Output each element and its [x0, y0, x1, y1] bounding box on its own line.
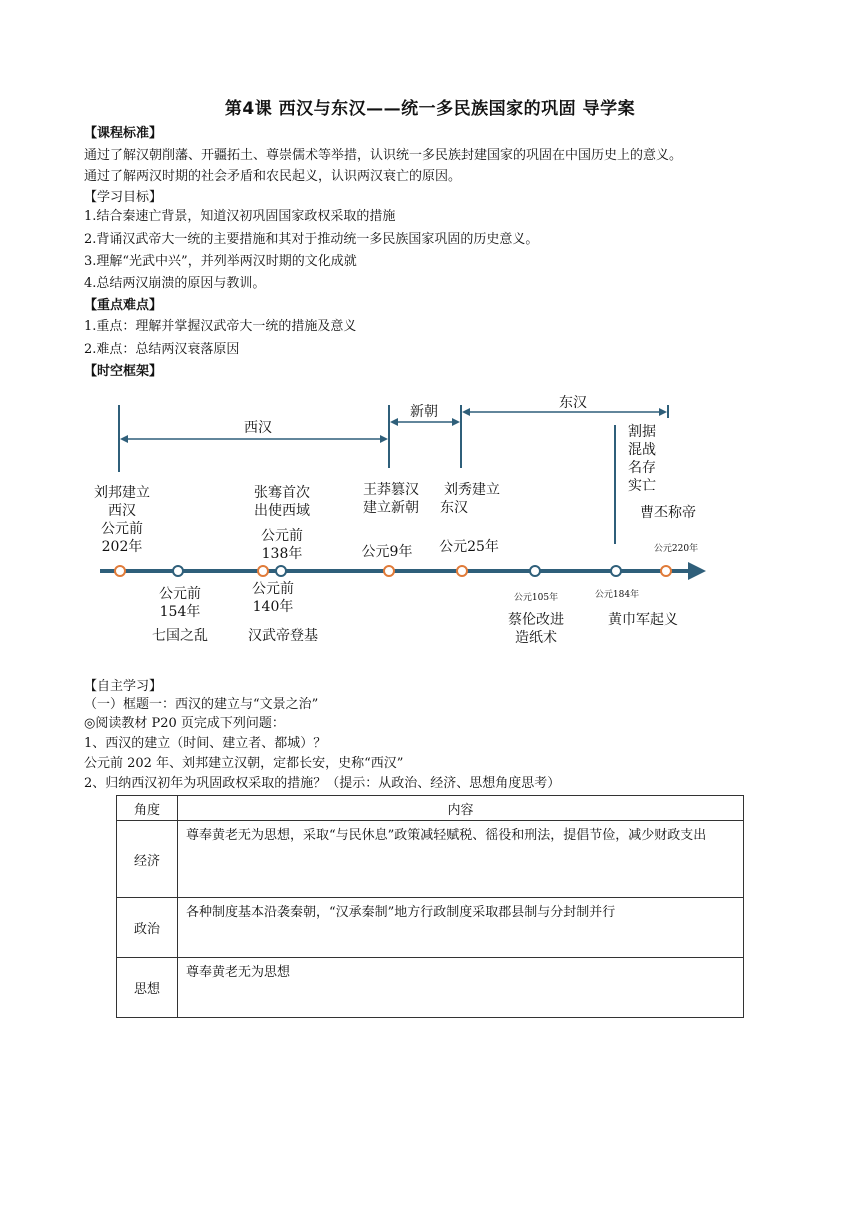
event-huangjin-date: 公元184年 — [594, 590, 640, 600]
event-qiguo-label: 七国之乱 — [152, 628, 208, 644]
event-liuxiu-line1: 刘秀建立 — [444, 482, 500, 498]
event-wangmang-date: 公元9年 — [361, 544, 413, 560]
standard-line-2: 通过了解两汉时期的社会矛盾和农民起义，认识两汉衰亡的原因。 — [84, 169, 462, 184]
event-liuxiu-line2: 东汉 — [440, 500, 468, 516]
event-wudi-line1: 公元前 — [252, 581, 294, 597]
event-caopi-date: 公元220年 — [653, 544, 699, 554]
table-header-aspect: 角度 — [117, 796, 178, 821]
selfstudy-instruction: ◎阅读教材 P20 页完成下列问题： — [84, 716, 285, 731]
table-header-content: 内容 — [178, 796, 744, 821]
period-xin-label: 新朝 — [410, 404, 438, 420]
framework-heading: 【时空框架】 — [84, 364, 163, 379]
objective-item-3: 3.理解“光武中兴”，并列举两汉时期的文化成就 — [84, 254, 357, 269]
measures-table — [116, 795, 744, 1018]
page-title: 第4课 西汉与东汉——统一多民族国家的巩固 导学案 — [224, 99, 636, 119]
event-liubang-line2: 西汉 — [108, 503, 136, 519]
event-wangmang-line2: 建立新朝 — [363, 500, 419, 516]
event-zhangqian-line2: 出使西域 — [254, 503, 310, 519]
event-wudi-line2: 140年 — [252, 599, 294, 615]
event-split-line2: 混战 — [628, 442, 656, 458]
event-qiguo-line2: 154年 — [159, 604, 201, 620]
event-zhangqian-line3: 公元前 — [261, 528, 303, 544]
event-liuxiu-date: 公元25年 — [439, 539, 499, 555]
answer-1: 公元前 202 年、刘邦建立汉朝，定都长安，史称“西汉” — [84, 756, 404, 771]
event-huangjin-label: 黄巾军起义 — [608, 612, 678, 628]
period-west-label: 西汉 — [244, 420, 272, 436]
selfstudy-section: （一）框题一：西汉的建立与“文景之治” — [84, 697, 319, 712]
table-row — [117, 958, 744, 1018]
event-liubang-line1: 刘邦建立 — [94, 485, 150, 501]
objectives-heading: 【学习目标】 — [84, 190, 163, 205]
objective-item-4: 4.总结两汉崩溃的原因与教训。 — [84, 276, 266, 291]
event-cailun-date: 公元105年 — [513, 593, 559, 603]
event-wangmang-line1: 王莽篡汉 — [363, 482, 419, 498]
event-split-line1: 割据 — [628, 424, 656, 440]
standard-heading: 【课程标准】 — [84, 126, 163, 141]
standard-line-1: 通过了解汉朝削藩、开疆拓土、尊崇儒术等举措，认识统一多民族封建国家的巩固在中国历史上的意义。 — [84, 148, 683, 163]
period-east-label: 东汉 — [559, 395, 587, 411]
event-split-line3: 名存 — [628, 460, 656, 476]
question-1: 1、西汉的建立（时间、建立者、都城）？ — [84, 736, 327, 751]
table-cell-content: 尊奉黄老无为思想，采取“与民休息”政策减轻赋税、徭役和刑法，提倡节俭，减少财政支出 — [178, 821, 744, 898]
event-qiguo-line1: 公元前 — [159, 586, 201, 602]
table-cell-aspect: 政治 — [117, 898, 178, 958]
keypoint-item-1: 1.重点：理解并掌握汉武帝大一统的措施及意义 — [84, 319, 357, 334]
event-split-line4: 实亡 — [628, 478, 656, 494]
event-liubang-line3: 公元前 — [101, 521, 143, 537]
event-caopi-line1: 曹丕称帝 — [640, 505, 696, 521]
selfstudy-heading: 【自主学习】 — [84, 679, 163, 694]
table-cell-content: 各种制度基本沿袭秦朝，“汉承秦制”地方行政制度采取郡县制与分封制并行 — [178, 898, 744, 958]
table-row — [117, 898, 744, 958]
question-2: 2、归纳西汉初年为巩固政权采取的措施？（提示：从政治、经济、思想角度思考） — [84, 776, 561, 791]
event-liubang-line4: 202年 — [101, 539, 143, 555]
event-cailun-line2: 造纸术 — [515, 630, 557, 646]
table-cell-content: 尊奉黄老无为思想 — [178, 958, 744, 1018]
event-cailun-line1: 蔡伦改进 — [508, 612, 564, 628]
keypoint-item-2: 2.难点：总结两汉衰落原因 — [84, 342, 240, 357]
event-zhangqian-line4: 138年 — [261, 546, 303, 562]
keypoints-heading: 【重点难点】 — [84, 298, 163, 313]
table-cell-aspect: 经济 — [117, 821, 178, 898]
event-zhangqian-line1: 张骞首次 — [254, 485, 310, 501]
timeline-diagram — [80, 388, 720, 658]
table-cell-aspect: 思想 — [117, 958, 178, 1018]
event-wudi-label: 汉武帝登基 — [248, 628, 318, 644]
table-header-row — [117, 796, 744, 821]
table-row — [117, 821, 744, 898]
objective-item-2: 2.背诵汉武帝大一统的主要措施和其对于推动统一多民族国家巩固的历史意义。 — [84, 232, 539, 247]
objective-item-1: 1.结合秦速亡背景，知道汉初巩固国家政权采取的措施 — [84, 209, 396, 224]
